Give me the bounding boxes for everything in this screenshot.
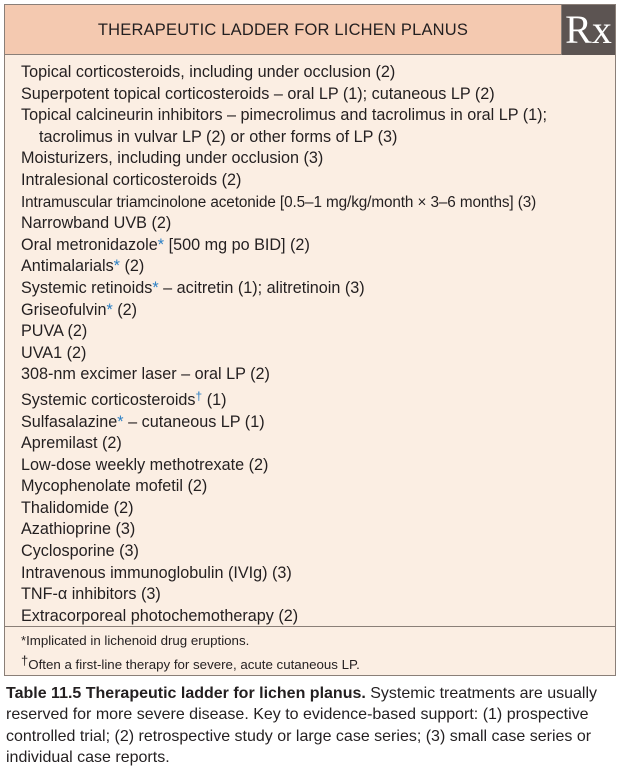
rx-icon: Rx [565,7,612,52]
therapy-item: 308-nm excimer laser – oral LP (2) [21,365,270,384]
therapy-item: Topical calcineurin inhibitors – pimecrolimus and tacrolimus in oral LP (1); tacrolimus in vulvar LP (2) or other forms of LP (3) [21,106,548,146]
caption-label: Table 11.5 Therapeutic ladder for lichen planus. [6,685,366,702]
footnote-marker: * [152,278,159,297]
therapy-item: Cyclosporine (3) [21,542,139,561]
table-header [5,5,561,55]
footnote [21,651,601,675]
footnote-divider [5,626,615,627]
therapy-item: Mycophenolate mofetil (2) [21,477,208,496]
therapy-item-name: Griseofulvin [21,300,107,319]
therapy-item: Moisturizers, including under occlusion (3) [21,149,324,168]
therapy-item: Superpotent topical corticosteroids – oral LP (1); cutaneous LP (2) [21,84,495,103]
therapy-item: Apremilast (2) [21,434,122,453]
footnote-marker: * [117,412,124,431]
footnote-marker: † [195,388,203,403]
therapy-item: Low-dose weekly methotrexate (2) [21,455,269,474]
footnote-marker: * [106,300,113,319]
therapy-item [21,278,609,300]
therapy-item-name: Systemic corticosteroids [21,390,196,409]
footnote-symbol: † [21,653,29,668]
therapy-item: Extracorporeal photochemotherapy (2) [21,606,299,625]
therapy-item-detail: – acitretin (1); alitretinoin (3) [158,278,365,297]
therapy-item: Topical corticosteroids, including under occlusion (2) [21,63,396,81]
therapy-item [21,256,609,278]
footnote [21,631,601,651]
footnote-symbol: * [21,633,27,648]
therapy-item [21,300,609,322]
therapy-item: Intralesional corticosteroids (2) [21,170,242,189]
therapy-item: Narrowband UVB (2) [21,214,172,233]
therapy-item-detail: (1) [202,390,227,409]
therapy-item [21,412,609,434]
therapy-item: PUVA (2) [21,322,88,341]
therapy-item: Thalidomide (2) [21,498,134,517]
table-caption [6,683,616,768]
therapy-item: Intramuscular triamcinolone acetonide [0.5–1 mg/kg/month × 3–6 months] (3) [21,193,537,211]
therapy-item-name: Oral metronidazole [21,235,158,254]
table-title: THERAPEUTIC LADDER FOR LICHEN PLANUS [97,21,469,39]
therapy-item [21,235,609,257]
caption-text: Systemic treatments are usually reserved for more severe disease. Key to evidence-based support: (1) prospective controlled trial; (2) retrospective study or large case series; (3) small case series or individual case reports. [6,685,598,766]
footnote-text: Often a first-line therapy for severe, acute cutaneous LP. [28,657,360,672]
rx-logo [561,5,615,55]
therapy-item-detail: (2) [112,300,138,319]
therapy-item-name: Antimalarials [21,257,114,276]
therapy-table-box [4,4,616,676]
therapy-item-detail: [500 mg po BID] (2) [164,235,310,254]
therapy-item-detail: – cutaneous LP (1) [123,412,265,431]
therapy-item: Azathioprine (3) [21,520,136,539]
therapy-item-name: Sulfasalazine [21,412,118,431]
footnote-marker: * [113,257,120,276]
footnote-marker: * [157,235,165,254]
footnote-text: Implicated in lichenoid drug eruptions. [26,633,250,648]
therapy-item: TNF-α inhibitors (3) [21,585,161,604]
therapy-item: UVA1 (2) [21,343,87,362]
therapy-list [21,62,609,627]
footnotes [21,631,601,675]
therapy-item-name: Systemic retinoids [21,278,153,297]
therapy-item-detail: (2) [119,257,145,276]
therapy-item [21,386,609,412]
therapy-item: Intravenous immunoglobulin (IVIg) (3) [21,563,292,582]
